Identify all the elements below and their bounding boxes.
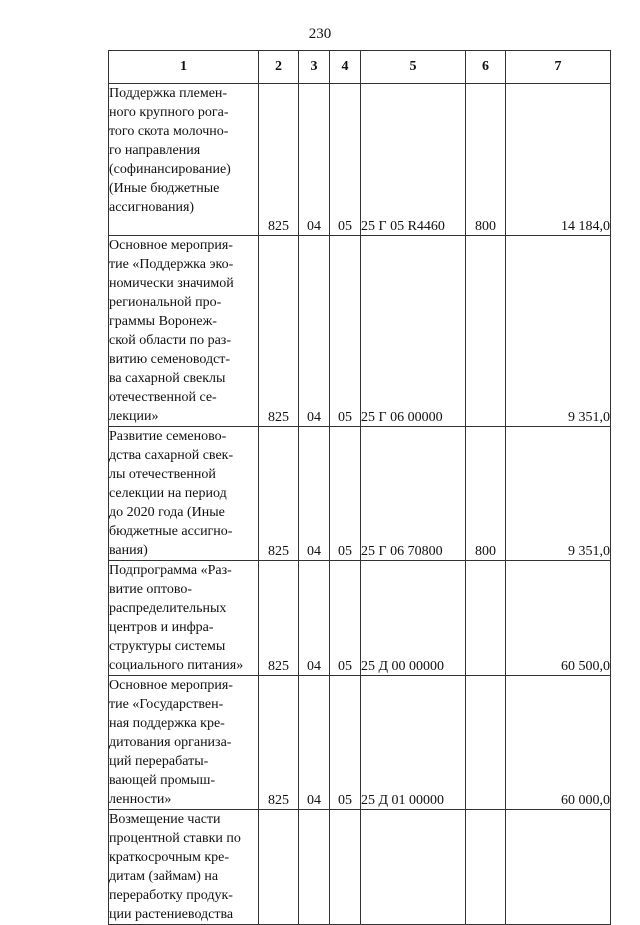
rz-cell: 04 [299,236,330,427]
row-name-line: региональной про- [109,295,222,310]
gr-cell: 825 [259,561,299,676]
rz-cell: 04 [299,84,330,236]
row-name-line: дитам (займам) на [109,869,219,884]
row-name-line: витию семеноводст- [109,352,231,367]
row-name-line: ций перерабаты- [109,754,209,769]
row-name-line: лы отечественной [109,467,216,482]
row-name-line: Основное мероприя- [109,678,233,693]
row-name-line: Основное мероприя- [109,238,233,253]
row-name-line: ленности» [109,792,172,807]
pr-cell: 05 [330,676,361,810]
sum-cell: 60 500,0 [506,561,611,676]
row-name-cell [109,561,259,676]
gr-cell [259,810,299,925]
page-number: 230 [308,26,332,42]
row-name-line: дства сахарной свек- [109,448,234,463]
row-name-cell [109,427,259,561]
header-col-7: 7 [506,51,611,84]
table-row [109,676,611,810]
row-name-line: до 2020 года (Иные [109,505,225,520]
pr-cell [330,810,361,925]
row-name-line: Развитие семеново- [109,429,227,444]
row-name-line: бюджетные ассигно- [109,524,233,539]
row-name-line: ской области по раз- [109,333,231,348]
row-name-line: (софинансирование) [109,162,231,177]
pr-cell: 05 [330,84,361,236]
sum-cell: 9 351,0 [506,236,611,427]
table-row [109,427,611,561]
row-name-line: селекции на период [109,486,227,501]
row-name-line: го направления [109,143,201,158]
row-name-line: граммы Воронеж- [109,314,217,329]
pr-cell: 05 [330,561,361,676]
vr-cell [466,561,506,676]
row-name-line: тие «Поддержка эко- [109,257,234,272]
row-name-line: вания) [109,543,148,558]
row-name-line: тие «Государствен- [109,697,224,712]
row-name-cell [109,810,259,925]
vr-cell [466,236,506,427]
row-name-line: ного крупного рога- [109,105,229,120]
row-name-line: лекции» [109,409,159,424]
table-row [109,236,611,427]
rz-cell: 04 [299,427,330,561]
header-col-1: 1 [109,51,259,84]
rz-cell: 04 [299,676,330,810]
sum-cell [506,810,611,925]
gr-cell: 825 [259,236,299,427]
row-name-line: распределительных [109,601,227,616]
header-col-5: 5 [361,51,466,84]
row-name-line: витие оптово- [109,582,193,597]
row-name-line: отечественной се- [109,390,217,405]
csr-cell [361,810,466,925]
row-name-line: Подпрограмма «Раз- [109,563,232,578]
csr-cell: 25 Д 01 00000 [361,676,466,810]
row-name-line: центров и инфра- [109,620,214,635]
csr-cell: 25 Д 00 00000 [361,561,466,676]
row-name-line: дитования организа- [109,735,232,750]
row-name-line: социального питания» [109,658,244,673]
budget-table [108,50,611,925]
row-name-line: Возмещение части [109,812,221,827]
sum-cell: 9 351,0 [506,427,611,561]
table-body [109,84,611,925]
vr-cell [466,810,506,925]
table-row [109,561,611,676]
rz-cell [299,810,330,925]
sum-cell: 60 000,0 [506,676,611,810]
header-row [109,51,611,84]
sum-cell: 14 184,0 [506,84,611,236]
row-name-line: ва сахарной свеклы [109,371,226,386]
row-name-line: номически значимой [109,276,234,291]
row-name-line: ная поддержка кре- [109,716,225,731]
vr-cell [466,676,506,810]
row-name-line: вающей промыш- [109,773,216,788]
row-name-line: Поддержка племен- [109,86,228,101]
vr-cell: 800 [466,84,506,236]
row-name-line: структуры системы [109,639,226,654]
header-col-6: 6 [466,51,506,84]
row-name-cell [109,84,259,236]
header-col-4: 4 [330,51,361,84]
csr-cell: 25 Г 05 R4460 [361,84,466,236]
row-name-line: процентной ставки по [109,831,241,846]
row-name-cell [109,676,259,810]
row-name-line: (Иные бюджетные [109,181,220,196]
gr-cell: 825 [259,676,299,810]
csr-cell: 25 Г 06 70800 [361,427,466,561]
csr-cell: 25 Г 06 00000 [361,236,466,427]
row-name-line: ассигнования) [109,200,195,215]
row-name-line: ции растениеводства [109,907,234,922]
table-row [109,84,611,236]
row-name-line: того скота молочно- [109,124,229,139]
vr-cell: 800 [466,427,506,561]
rz-cell: 04 [299,561,330,676]
row-name-line: переработку продук- [109,888,233,903]
header-col-2: 2 [259,51,299,84]
gr-cell: 825 [259,427,299,561]
pr-cell: 05 [330,236,361,427]
gr-cell: 825 [259,84,299,236]
row-name-line: краткосрочным кре- [109,850,230,865]
row-name-cell [109,236,259,427]
table-row [109,810,611,925]
pr-cell: 05 [330,427,361,561]
header-col-3: 3 [299,51,330,84]
